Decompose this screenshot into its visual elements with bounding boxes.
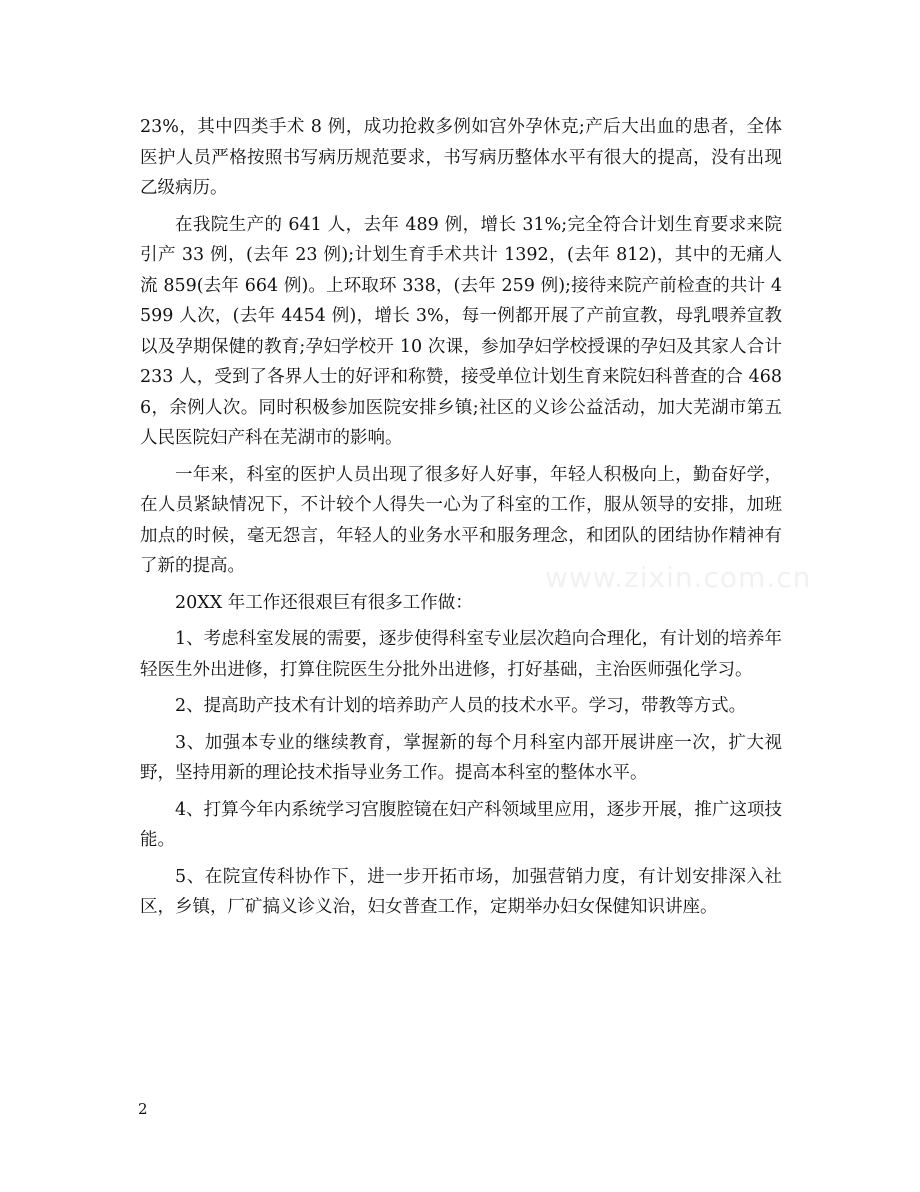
paragraph-4: 20XX 年工作还很艰巨有很多工作做：	[175, 592, 473, 613]
paragraph-3: 一年来，科室的医护人员出现了很多好人好事，年轻人积极向上，勤奋好学，在人员紧缺情况下，不计较个人得失一心为了科室的工作，服从领导的安排，加班加点的时候，毫无怨言，年轻人的业务水平和服务理念，和团队的团结协作精神有了新的提高。	[140, 464, 782, 576]
paragraph-9: 5、在院宣传科协作下，进一步开拓市场，加强营销力度，有计划安排深入社区，乡镇，厂矿搞义诊义治，妇女普查工作，定期举办妇女保健知识讲座。	[140, 866, 782, 917]
paragraph-8: 4、打算今年内系统学习宫腹腔镜在妇产科领域里应用，逐步开展，推广这项技能。	[140, 799, 782, 850]
paragraph-1: 23%，其中四类手术 8 例，成功抢救多例如宫外孕休克;产后大出血的患者，全体医护人员严格按照书写病历规范要求，书写病历整体水平有很大的提高，没有出现乙级病历。	[140, 117, 782, 198]
document-body	[140, 112, 782, 929]
paragraph-6: 2、提高助产技术有计划的培养助产人员的技术水平。学习，带教等方式。	[175, 696, 747, 716]
paragraph-5: 1、考虑科室发展的需要，逐步使得科室专业层次趋向合理化，有计划的培养年轻医生外出进修，打算住院医生分批外出进修，打好基础，主治医师强化学习。	[140, 629, 782, 680]
page-number: 2	[138, 1100, 148, 1118]
paragraph-7: 3、加强本专业的继续教育，掌握新的每个月科室内部开展讲座一次，扩大视野，坚持用新的理论技术指导业务工作。提高本科室的整体水平。	[140, 732, 782, 783]
paragraph-2: 在我院生产的 641 人，去年 489 例，增长 31%;完全符合计划生育要求来院引产 33 例，(去年 23 例);计划生育手术共计 1392，(去年 812)，其中的无痛人流 859(去年 664 例)。上环取环 338，(去年 259 例);接待来院产前检查的共计 4599 人次，(去年 4454 例)，增长 3%，每一例都开展了产前宣教，母乳喂养宣教以及孕期保健的教育;孕妇学校开 10 次课，参加孕妇学校授课的孕妇及其家人合计 233 人，受到了各界人士的好评和称赞，接受单位计划生育来院妇科普查的合 4686，余例人次。同时积极参加医院安排乡镇;社区的义诊公益活动，加大芜湖市第五人民医院妇产科在芜湖市的影响。	[140, 214, 782, 448]
watermark: www.zixin.com.cn	[545, 561, 812, 594]
